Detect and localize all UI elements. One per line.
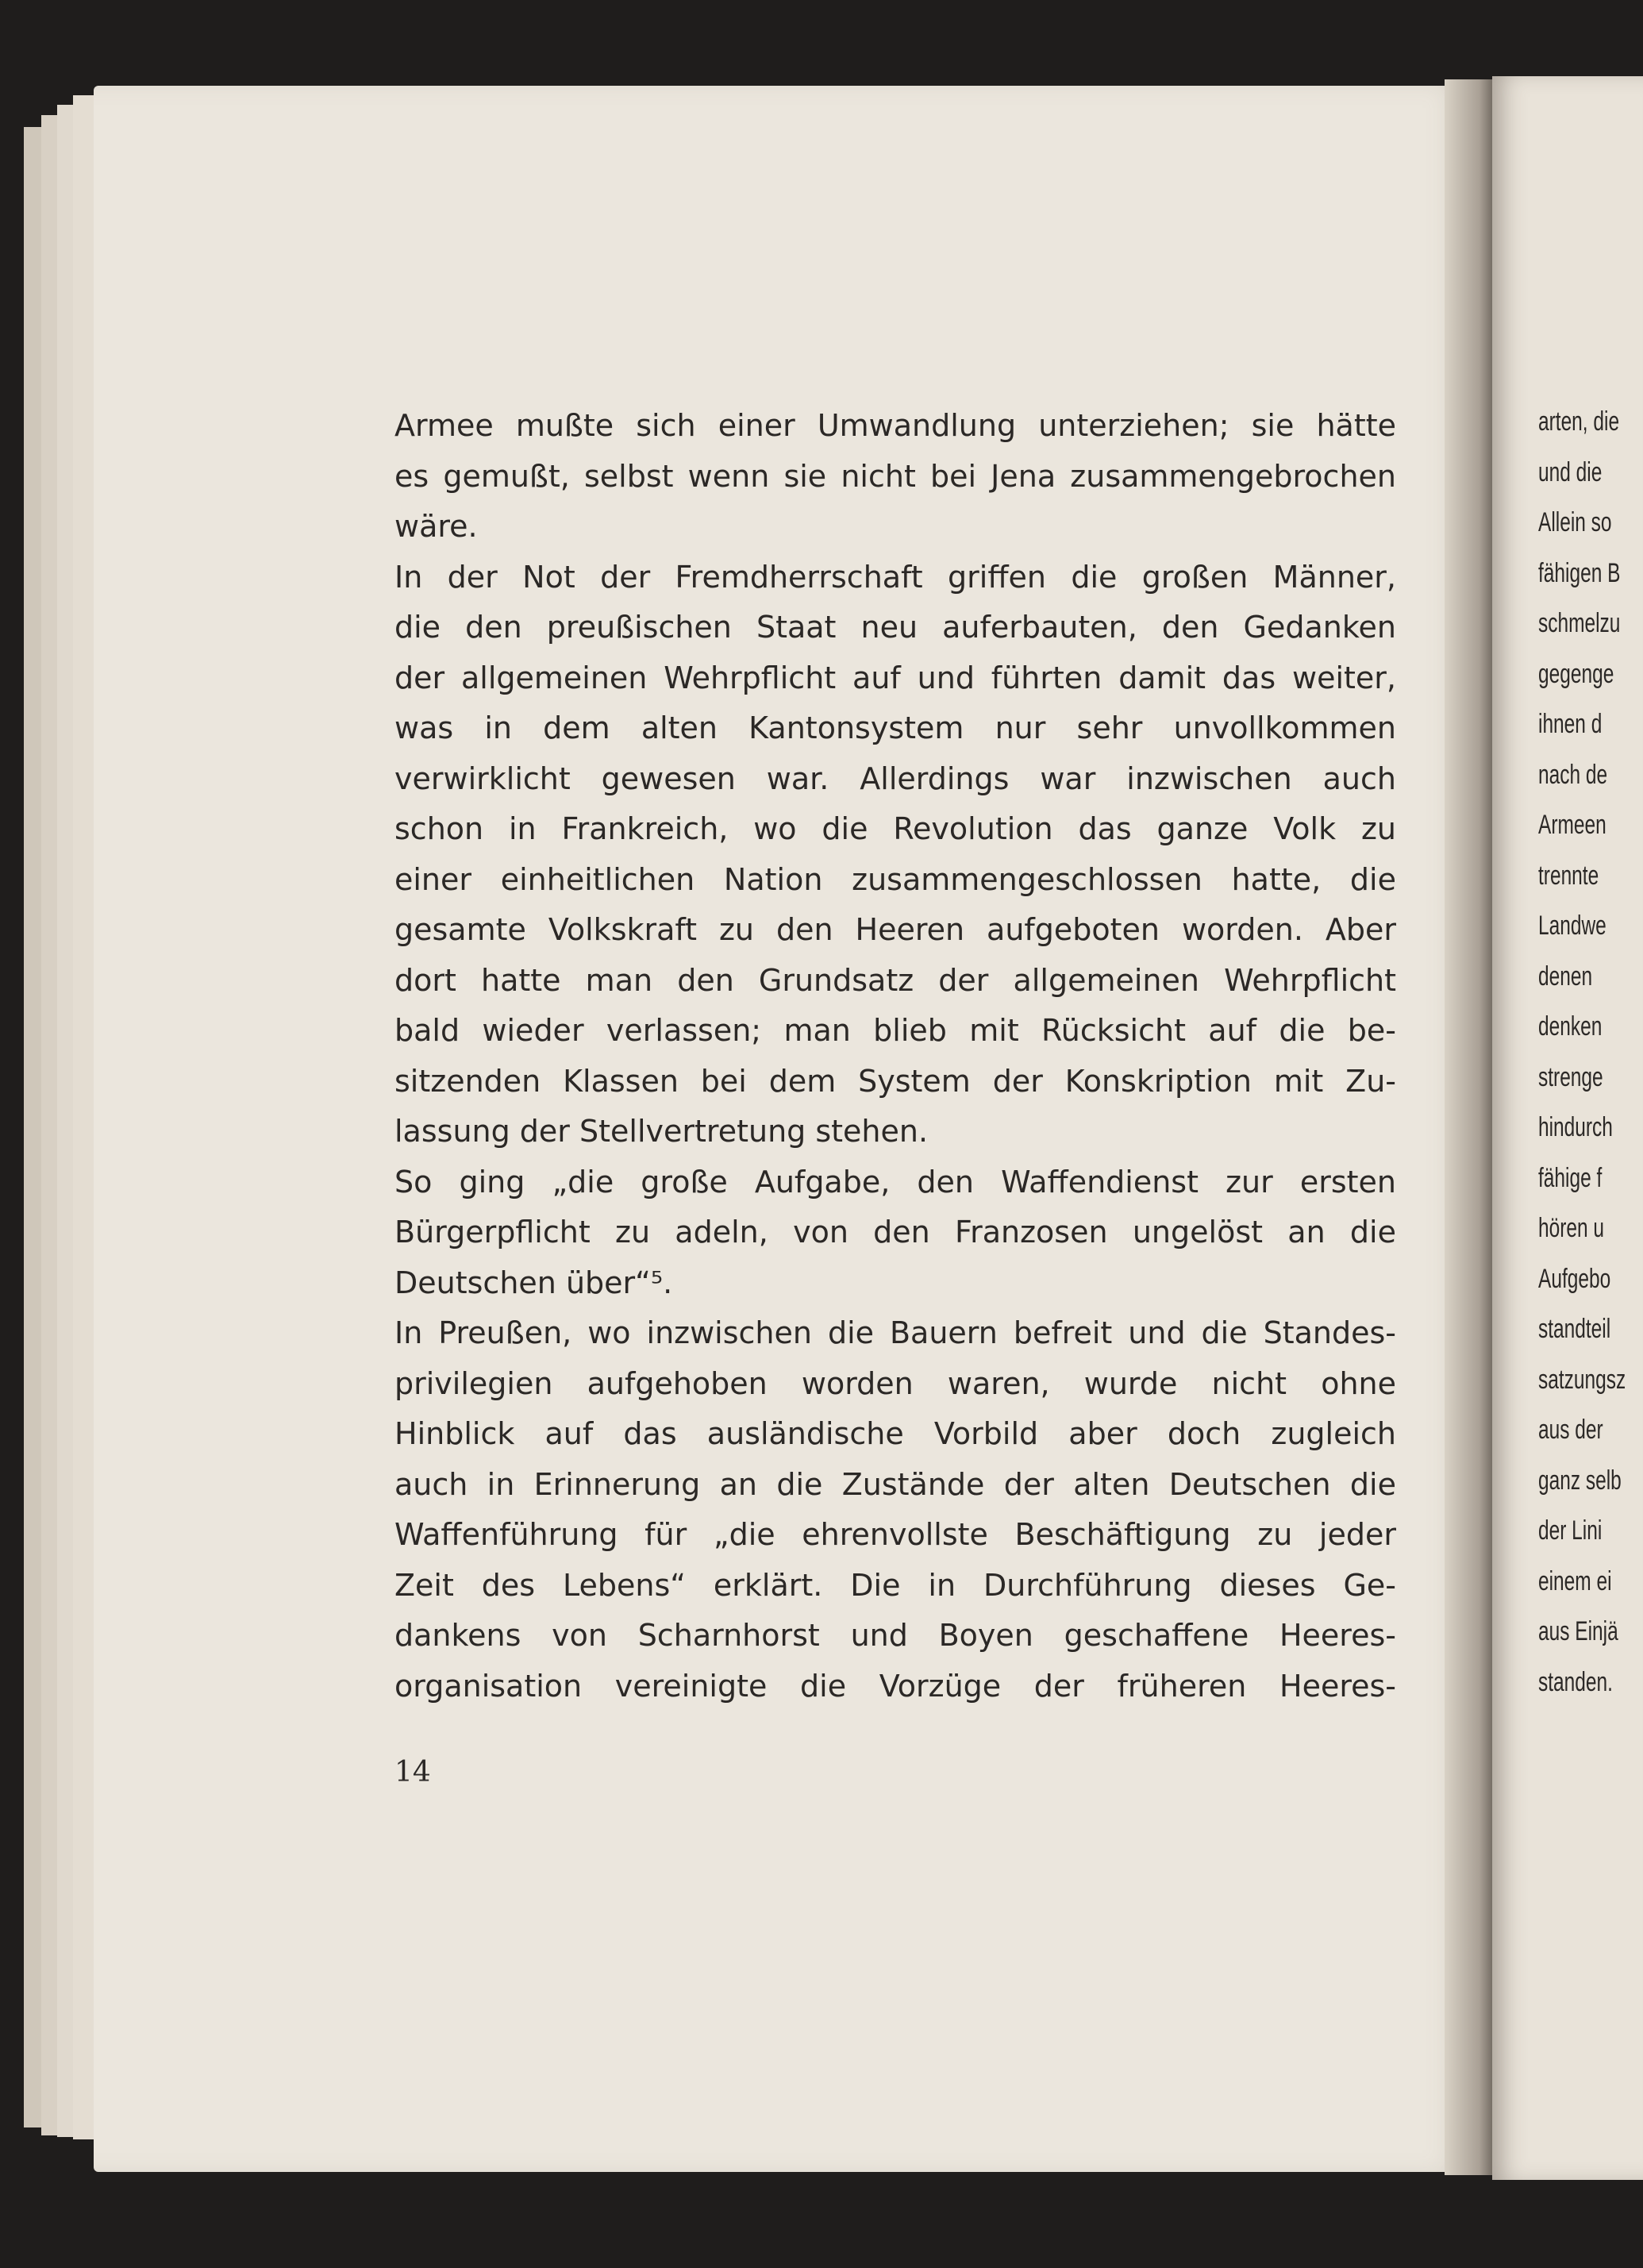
- text-line: es gemußt, selbst wenn sie nicht bei Jena zusammengebrochen: [394, 458, 1396, 494]
- text-line: arten, die: [1538, 406, 1620, 437]
- text-line: einer einheitlichen Nation zusammengeschlossen hatte, die: [394, 861, 1396, 897]
- text-line: einem ei: [1538, 1565, 1612, 1596]
- text-line: gesamte Volkskraft zu den Heeren aufgeboten worden. Aber: [394, 912, 1396, 947]
- text-line: sitzenden Klassen bei dem System der Konskription mit Zu-: [394, 1063, 1396, 1099]
- text-line: satzungsz: [1538, 1364, 1626, 1395]
- left-page-text: [394, 401, 1396, 1712]
- text-line: Bürgerpflicht zu adeln, von den Franzosen ungelöst an die: [394, 1215, 1396, 1250]
- text-line: strenge: [1538, 1061, 1603, 1092]
- text-line: privilegien aufgehoben worden waren, wurde nicht ohne: [394, 1365, 1396, 1401]
- text-line: die den preußischen Staat neu auferbauten, den Gedanken: [394, 610, 1396, 645]
- text-line: dort hatte man den Grundsatz der allgemeinen Wehrpflicht: [394, 962, 1396, 998]
- text-line: was in dem alten Kantonsystem nur sehr unvollkommen: [394, 710, 1396, 745]
- text-line: Hinblick auf das ausländische Vorbild aber doch zugleich: [394, 1416, 1396, 1451]
- text-line: der allgemeinen Wehrpflicht auf und führten damit das weiter,: [394, 660, 1396, 695]
- text-line: dankens von Scharnhorst und Boyen geschaffene Heeres-: [394, 1618, 1396, 1653]
- text-line: hindurch: [1538, 1112, 1613, 1142]
- text-line: nach de: [1538, 759, 1608, 790]
- text-line: ganz selb: [1538, 1465, 1622, 1496]
- text-line: In Preußen, wo inzwischen die Bauern befreit und die Standes-: [394, 1315, 1396, 1350]
- text-line: denen: [1538, 961, 1593, 992]
- text-line: verwirklicht gewesen war. Allerdings war inzwischen auch: [394, 760, 1396, 796]
- text-line: denken: [1538, 1011, 1603, 1042]
- text-line: organisation vereinigte die Vorzüge der früheren Heeres-: [394, 1668, 1396, 1704]
- text-line: standteil: [1538, 1314, 1611, 1344]
- text-line: ihnen d: [1538, 709, 1603, 739]
- text-line: schmelzu: [1538, 608, 1621, 638]
- right-page-text: [1538, 397, 1643, 1708]
- text-line: aus der: [1538, 1415, 1603, 1445]
- text-line: Aufgebo: [1538, 1263, 1611, 1294]
- text-line: wäre.: [394, 509, 478, 544]
- text-line: der Lini: [1538, 1515, 1603, 1546]
- text-line: aus Einjä: [1538, 1616, 1618, 1646]
- text-line: Armeen: [1538, 810, 1606, 840]
- text-line: Landwe: [1538, 911, 1606, 941]
- text-line: standen.: [1538, 1666, 1613, 1697]
- text-line: lassung der Stellvertretung stehen.: [394, 1114, 929, 1149]
- text-line: auch in Erinnerung an die Zustände der alten Deutschen die: [394, 1466, 1396, 1502]
- text-line: bald wieder verlassen; man blieb mit Rücksicht auf die be-: [394, 1013, 1396, 1048]
- text-line: Armee mußte sich einer Umwandlung unterziehen; sie hätte: [394, 408, 1396, 443]
- page-number: 14: [394, 1756, 431, 1789]
- text-line: Allein so: [1538, 507, 1612, 537]
- text-line: Deutschen über“⁵.: [394, 1265, 673, 1300]
- text-line: fähige f: [1538, 1162, 1603, 1193]
- text-line: fähigen B: [1538, 557, 1621, 588]
- text-line: In der Not der Fremdherrschaft griffen die großen Männer,: [394, 559, 1396, 595]
- text-line: schon in Frankreich, wo die Revolution das ganze Volk zu: [394, 811, 1396, 846]
- text-line: trennte: [1538, 860, 1599, 891]
- text-line: Waffenführung für „die ehrenvollste Beschäftigung zu jeder: [394, 1517, 1396, 1552]
- text-line: hören u: [1538, 1213, 1605, 1243]
- text-line: So ging „die große Aufgabe, den Waffendienst zur ersten: [394, 1164, 1396, 1199]
- text-line: gegenge: [1538, 658, 1614, 689]
- text-line: und die: [1538, 456, 1603, 487]
- text-line: Zeit des Lebens“ erklärt. Die in Durchführung dieses Ge-: [394, 1567, 1396, 1603]
